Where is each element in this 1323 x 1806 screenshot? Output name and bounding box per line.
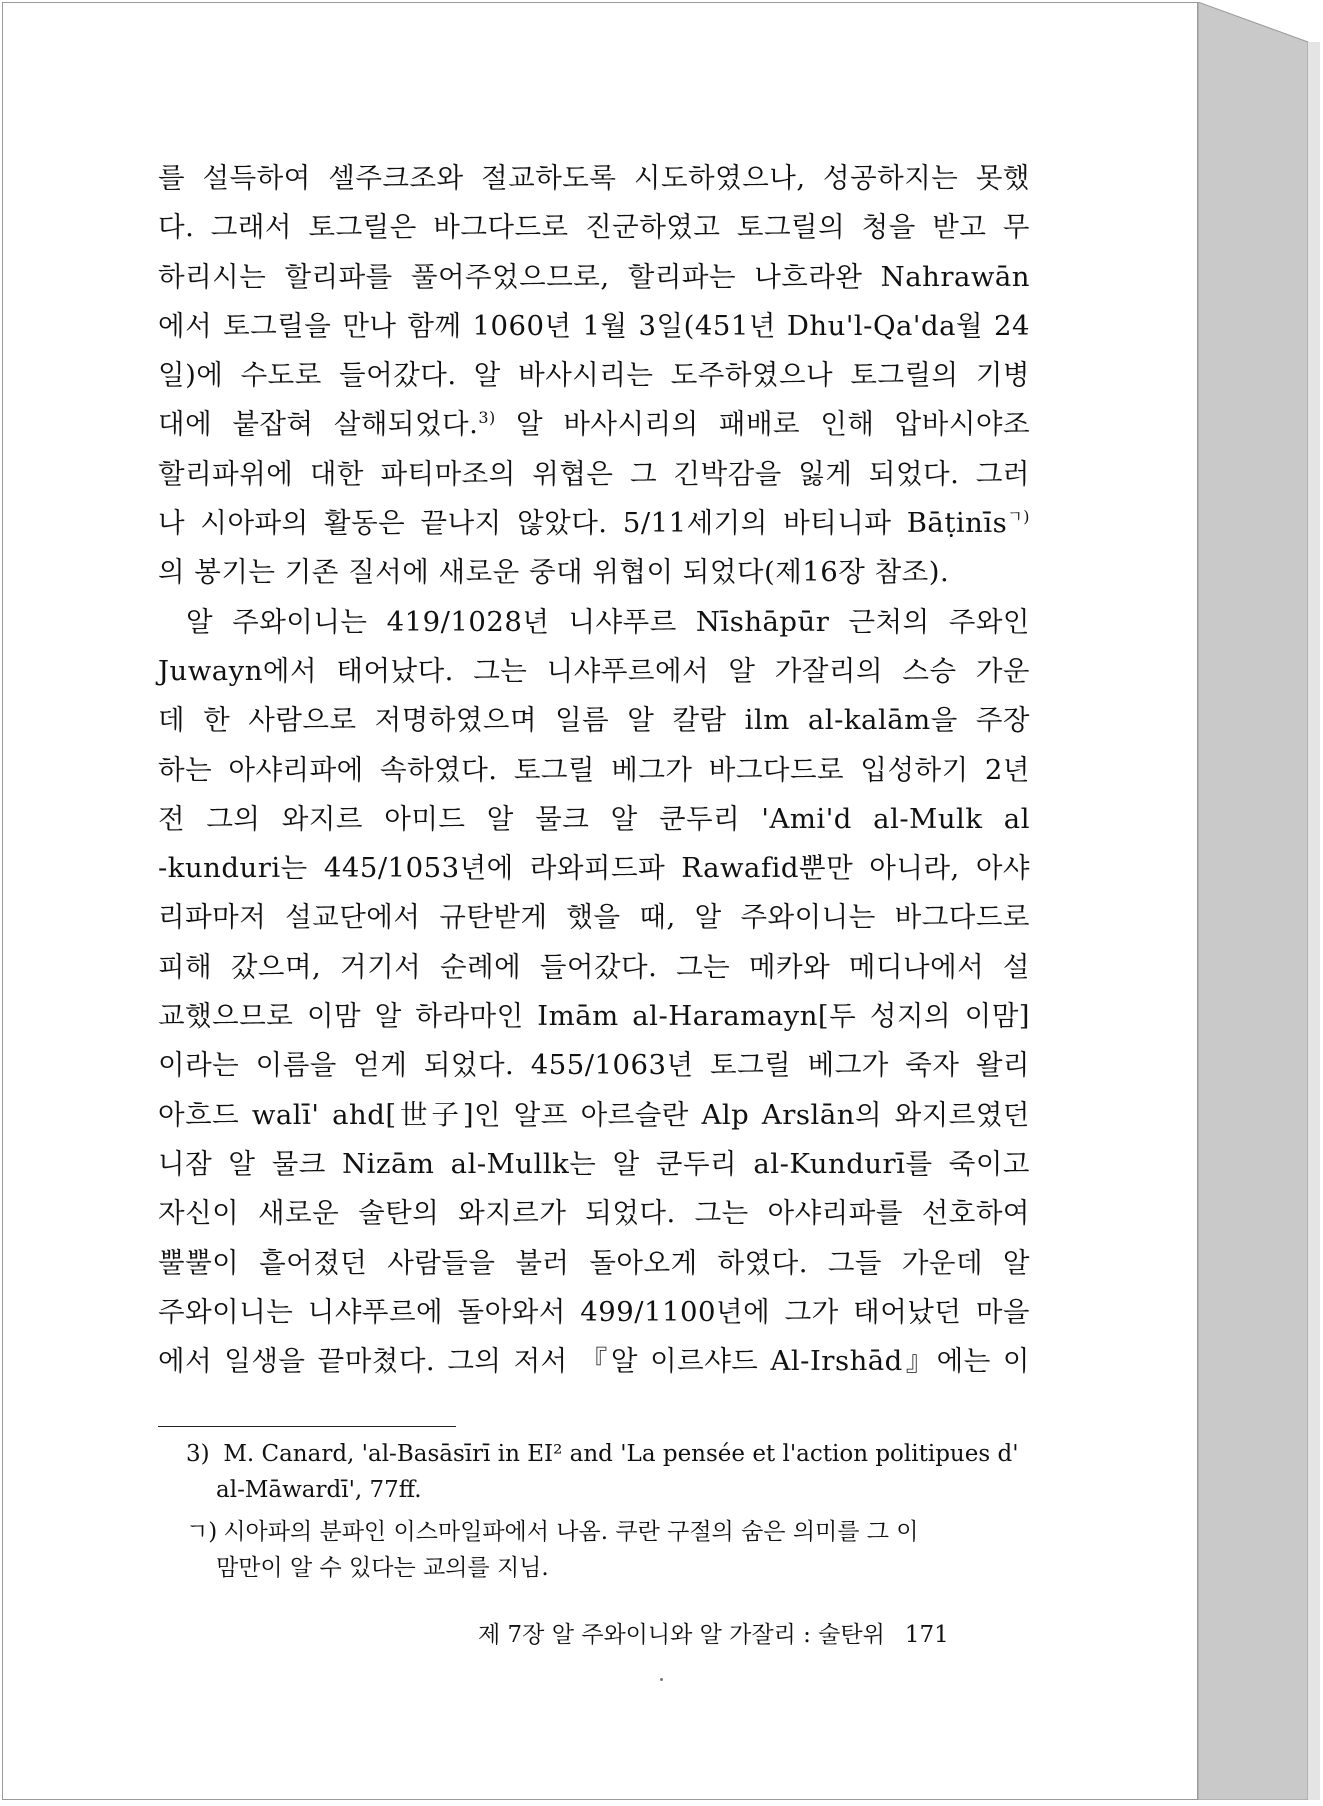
footnote-number: ㄱ) xyxy=(186,1519,218,1545)
text-segment: 알 바사시리의 패배로 인해 압바시야조 xyxy=(495,408,1031,441)
text-line: 니잠 알 물크 Nizām al-Mullk는 알 쿤두리 al-Kundurī를 죽이고 xyxy=(158,1147,1030,1180)
text-line: 자신이 새로운 술탄의 와지르가 되었다. 그는 아샤리파를 선호하여 xyxy=(158,1197,1030,1230)
text-line: 의 봉기는 기존 질서에 새로운 중대 위협이 되었다(제16장 참조). xyxy=(158,556,950,589)
footnote-text: 시아파의 분파인 이스마일파에서 나옴. 쿠란 구절의 숨은 의미를 그 이 xyxy=(223,1519,919,1545)
text-line xyxy=(158,400,1030,449)
footnote-3 xyxy=(158,1436,1030,1472)
text-line: 리파마저 설교단에서 규탄받게 했을 때, 알 주와이니는 바그다드로 xyxy=(158,901,1030,934)
text-line: 다. 그래서 토그릴은 바그다드로 진군하였고 토그릴의 청을 받고 무 xyxy=(158,211,1030,244)
text-line: -kunduri는 445/1053년에 라와피드파 Rawafid뿐만 아니라, 아샤 xyxy=(158,852,1030,885)
footnote-giyeok-cont: 맘만이 알 수 있다는 교의를 지님. xyxy=(216,1555,549,1581)
text-line: 하는 아샤리파에 속하였다. 토그릴 베그가 바그다드로 입성하기 2년 xyxy=(158,753,1030,786)
text-line: 하리시는 할리파를 풀어주었으므로, 할리파는 나흐라완 Nahrawān xyxy=(158,260,1031,293)
footnotes xyxy=(158,1436,1030,1586)
text-line: 뿔뿔이 흩어졌던 사람들을 불러 돌아오게 하였다. 그들 가운데 알 xyxy=(158,1246,1030,1279)
text-line: 에서 토그릴을 만나 함께 1060년 1월 3일(451년 Dhu'l-Qa'da월 24 xyxy=(158,309,1030,342)
footnote-3-cont: al-Māwardī', 77ff. xyxy=(216,1477,422,1503)
running-footer xyxy=(478,1619,1008,1651)
text-line: 알 주와이니는 419/1028년 니샤푸르 Nīshāpūr 근처의 주와인 xyxy=(186,605,1030,638)
text-line: 를 설득하여 셀주크조와 절교하도록 시도하였으나, 성공하지는 못했 xyxy=(158,162,1030,194)
text-line: 아흐드 walī' ahd[世子]인 알프 아르슬란 Alp Arslān의 와지르였던 xyxy=(158,1098,1030,1131)
text-line: 피해 갔으며, 거기서 순례에 들어갔다. 그는 메카와 메디나에서 설 xyxy=(158,950,1030,983)
text-line: 할리파위에 대한 파티마조의 위협은 그 긴박감을 잃게 되었다. 그러 xyxy=(158,457,1030,490)
text-line: 주와이니는 니샤푸르에 돌아와서 499/1100년에 그가 태어났던 마을 xyxy=(158,1295,1030,1328)
footnote-giyeok xyxy=(158,1514,1030,1550)
text-line: 교했으므로 이맘 알 하라마인 Imām al-Haramayn[두 성지의 이맘] xyxy=(158,1000,1030,1033)
text-segment: 대에 붙잡혀 살해되었다. xyxy=(158,408,479,441)
text-line: Juwayn에서 태어났다. 그는 니샤푸르에서 알 가잘리의 스승 가운 xyxy=(158,654,1030,687)
text-line: 데 한 사람으로 저명하였으며 일름 알 칼람 ilm al-kalām을 주장 xyxy=(158,704,1030,737)
footnote-divider xyxy=(158,1426,456,1427)
running-title: 제 7장 알 주와이니와 알 가잘리 : 술탄위 xyxy=(478,1622,885,1648)
body-text xyxy=(158,154,1030,1386)
book-edge-shape xyxy=(1198,2,1323,1800)
footnote-text: M. Canard, 'al-Basāsīrī in EI² and 'La pensée et l'action politipues d' xyxy=(223,1441,1019,1467)
text-line: 전 그의 와지르 아미드 알 물크 알 쿤두리 'Ami'd al-Mulk al xyxy=(158,802,1030,835)
book-edge xyxy=(1198,2,1323,1800)
page-number: 171 xyxy=(904,1622,949,1648)
text-line: 이라는 이름을 얻게 되었다. 455/1063년 토그릴 베그가 죽자 왈리 xyxy=(158,1049,1030,1082)
text-line: 일)에 수도로 들어갔다. 알 바사시리는 도주하였으나 토그릴의 기병 xyxy=(158,359,1030,392)
scan-speck xyxy=(660,1678,663,1681)
text-line: 에서 일생을 끝마쳤다. 그의 저서 『알 이르샤드 Al-Irshād』에는 이 xyxy=(158,1345,1030,1378)
text-line xyxy=(158,499,1030,548)
footnote-number: 3) xyxy=(186,1441,210,1467)
footnote-ref: 3) xyxy=(478,408,496,428)
footnote-ref: ㄱ) xyxy=(1007,506,1030,526)
text-segment: 나 시아파의 활동은 끝나지 않았다. 5/11세기의 바티니파 Bāṭinīs xyxy=(158,507,1008,540)
